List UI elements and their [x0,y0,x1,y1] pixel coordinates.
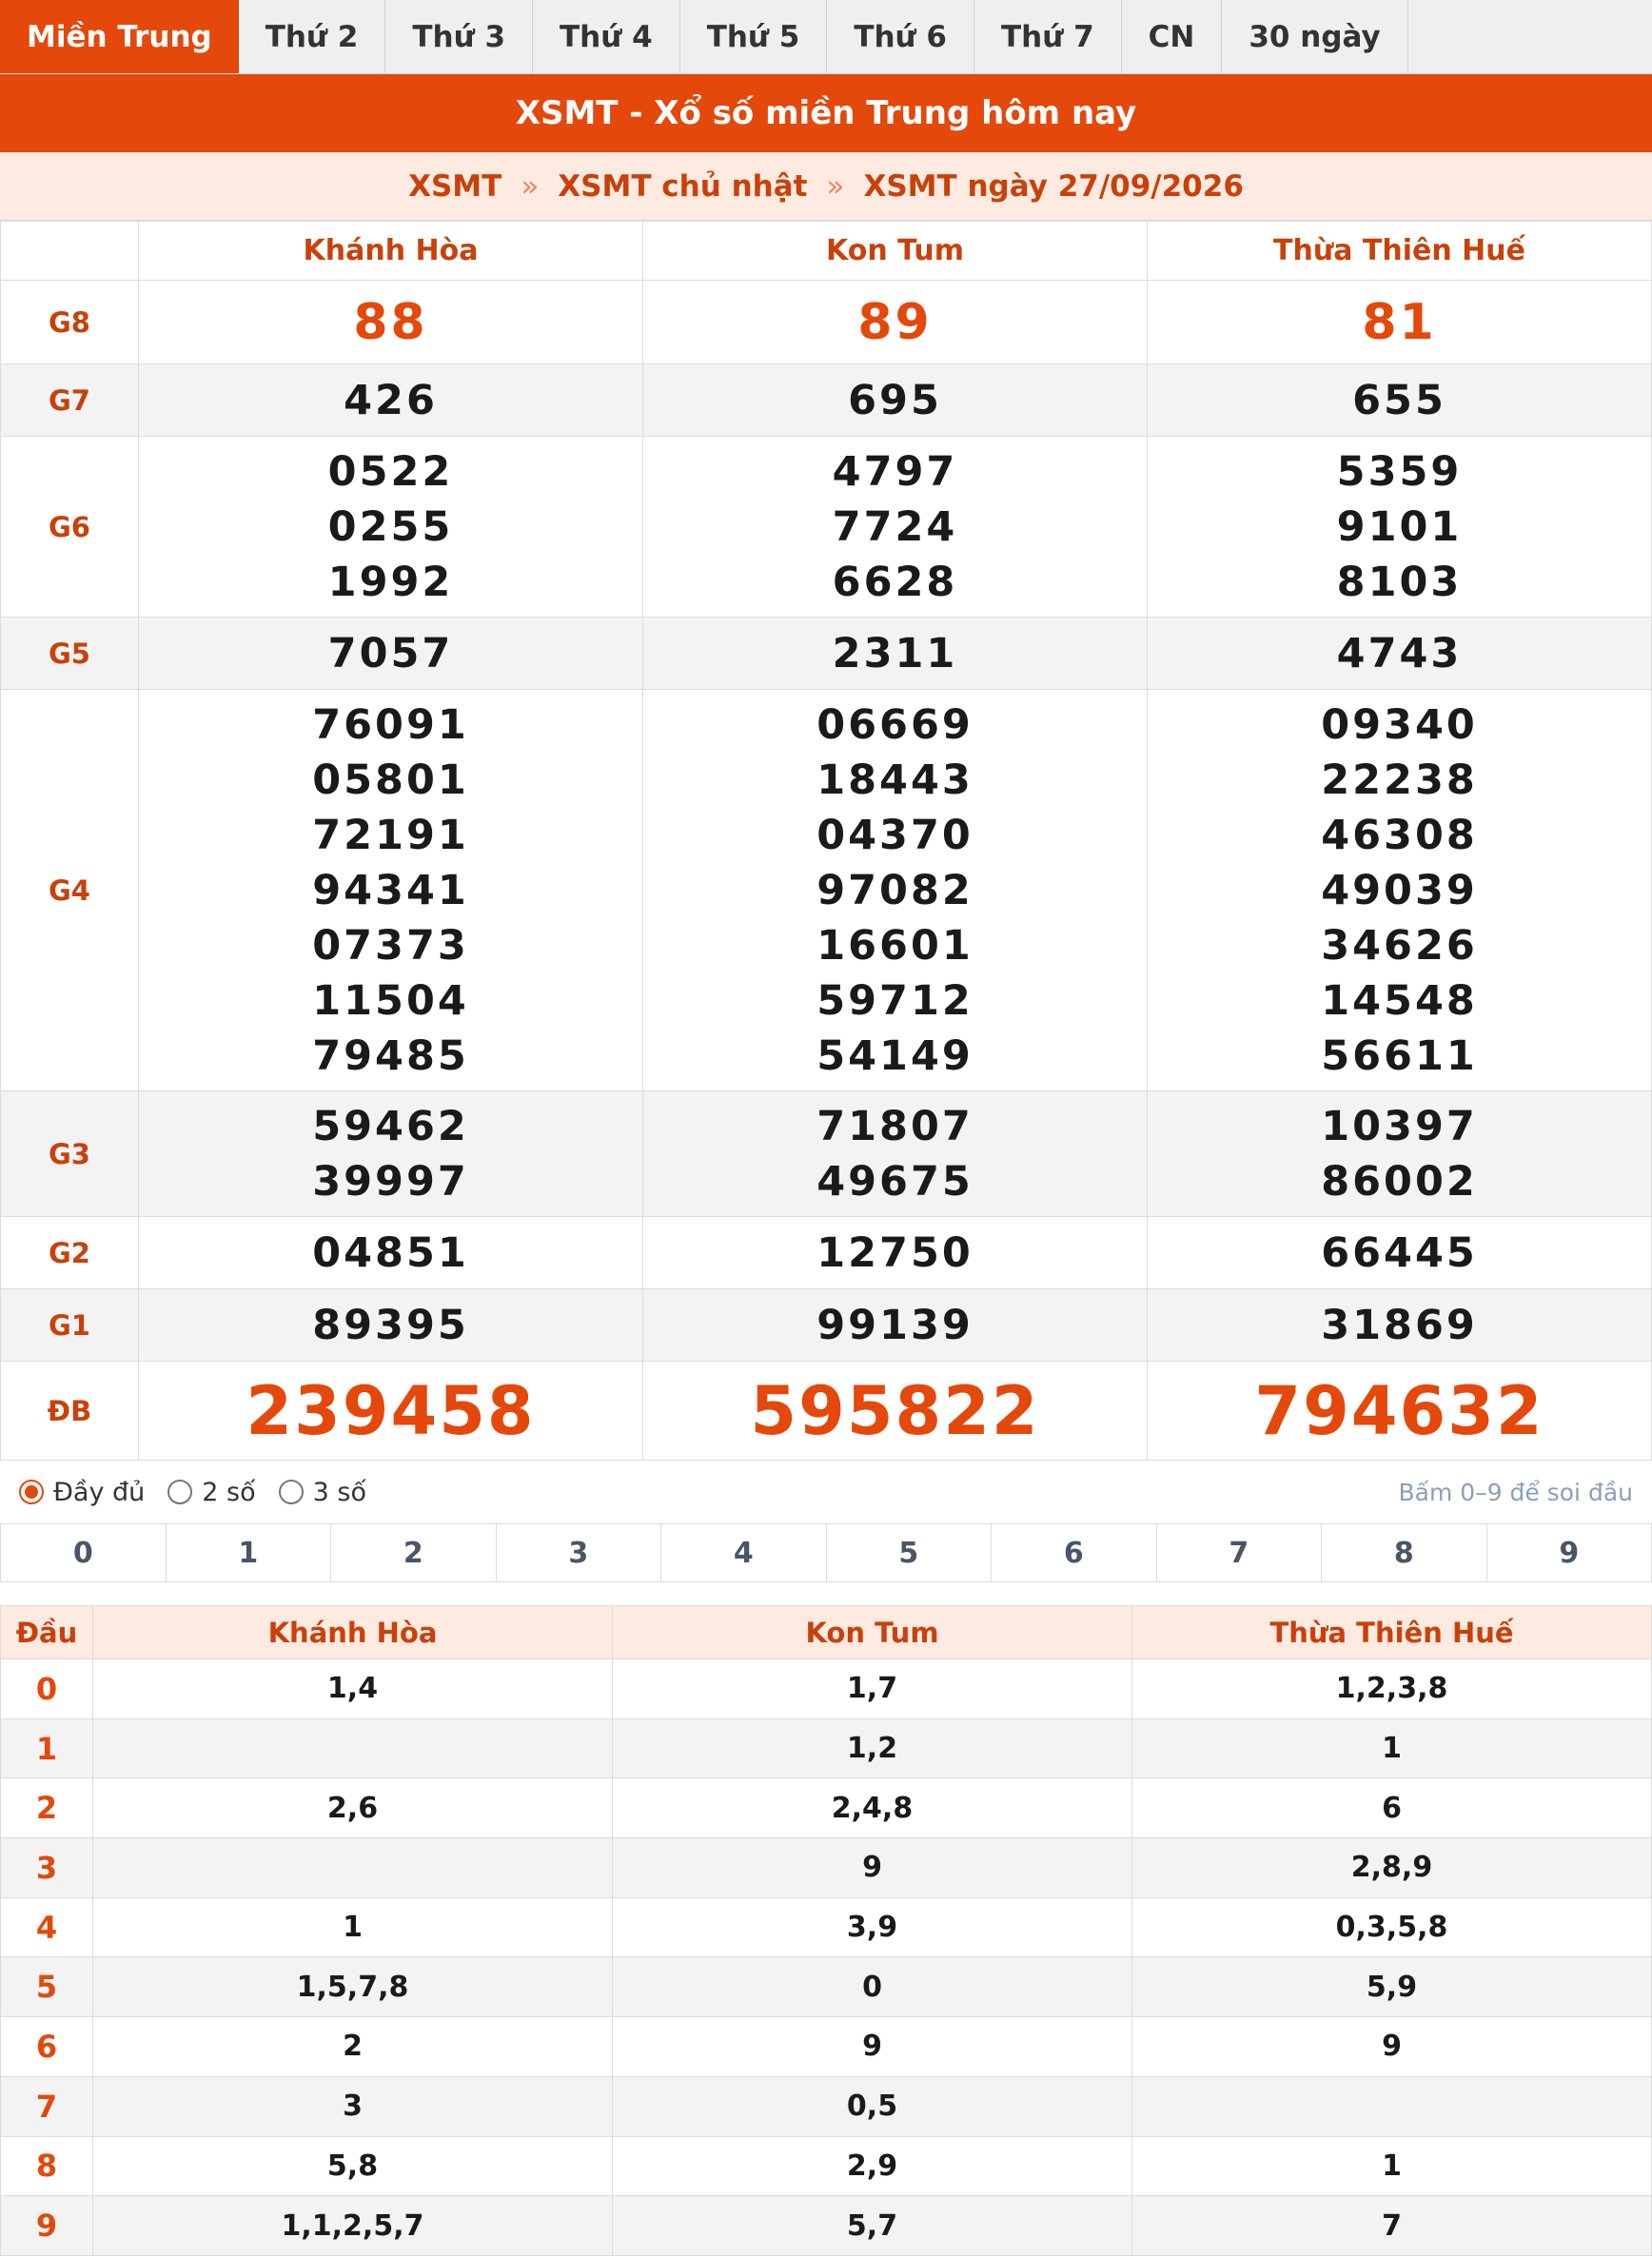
radio-circle [279,1480,304,1504]
prize-number: 12750 [816,1228,974,1277]
prize-number: 49039 [1321,866,1478,914]
prize-number: 86002 [1321,1157,1478,1206]
prize-number: 655 [1352,376,1446,424]
prize-number: 794632 [1254,1371,1544,1450]
tab-thu-5[interactable]: Thứ 5 [680,0,828,73]
digit-button-1[interactable]: 1 [167,1524,332,1581]
prize-number: 66445 [1321,1228,1478,1277]
dau-digit: 7 [1,2076,93,2136]
dau-cell: 9 [613,2017,1132,2077]
prize-number: 49675 [816,1157,974,1206]
digit-button-4[interactable]: 4 [661,1524,827,1581]
tab-cn[interactable]: CN [1122,0,1223,73]
dau-cell: 1,1,2,5,7 [93,2196,613,2256]
prize-row [1,1091,1652,1217]
dau-row [1,1718,1652,1778]
dau-cell: 2,6 [93,1778,613,1838]
prize-number: 71807 [816,1102,974,1150]
prize-number: 4797 [832,447,958,496]
prize-cell [643,437,1148,618]
prize-number: 09340 [1321,700,1478,749]
breadcrumb-link-xsmt[interactable]: XSMT [408,168,502,204]
prize-cell [1148,618,1652,690]
prize-number: 1992 [327,558,454,606]
prize-label: ĐB [1,1362,139,1461]
prize-number: 81 [1362,293,1437,351]
prize-number: 16601 [816,921,974,970]
tab-thu-3[interactable]: Thứ 3 [385,0,533,73]
radio-3-so[interactable] [279,1478,366,1507]
prize-number: 18443 [816,756,974,804]
prize-cell [139,364,643,437]
breadcrumb-link-chu-nhat[interactable]: XSMT chủ nhật [558,168,808,204]
dau-cell: 9 [613,1838,1132,1898]
prize-number: 79485 [312,1031,469,1080]
hint-text: Bấm 0–9 để soi đầu [1398,1478,1633,1506]
prize-number: 14548 [1321,976,1478,1025]
dau-cell: 7 [1132,2196,1652,2256]
prize-number: 04851 [312,1228,469,1277]
prize-number: 05801 [312,756,469,804]
digit-button-8[interactable]: 8 [1322,1524,1487,1581]
dau-cell: 1 [93,1897,613,1957]
radio-circle [167,1480,192,1504]
prize-cell [1148,281,1652,364]
prize-row [1,364,1652,437]
tab-mien-trung[interactable]: Miền Trung [0,0,239,73]
dau-digit: 3 [1,1838,93,1898]
prize-number: 76091 [312,700,469,749]
dau-cell: 9 [1132,2017,1652,2077]
prize-cell [1148,1217,1652,1289]
prize-number: 94341 [312,866,469,914]
dau-row [1,1897,1652,1957]
dau-cell: 5,7 [613,2196,1132,2256]
dau-row [1,2017,1652,2077]
breadcrumb-link-date[interactable]: XSMT ngày 27/09/2026 [863,168,1244,204]
prize-cell [139,281,643,364]
prize-number: 46308 [1321,811,1478,859]
prize-cell [139,1289,643,1362]
dau-cell: 2 [93,2017,613,2077]
results-table [0,221,1652,1461]
dau-cell: 2,9 [613,2136,1132,2196]
dau-cell [93,1718,613,1778]
prize-cell [139,437,643,618]
dau-digit: 8 [1,2136,93,2196]
prize-cell [139,1362,643,1461]
day-tabs [0,0,1652,74]
prize-number: 34626 [1321,921,1478,970]
prize-cell [139,1091,643,1217]
breadcrumb [0,152,1652,221]
tab-thu-6[interactable]: Thứ 6 [827,0,974,73]
prize-number: 59712 [816,976,974,1025]
prize-number: 8103 [1336,558,1463,606]
province-header: Thừa Thiên Huế [1148,222,1652,281]
prize-label: G3 [1,1091,139,1217]
prize-number: 72191 [312,811,469,859]
prize-cell [643,618,1148,690]
prize-number: 11504 [312,976,469,1025]
prize-number: 595822 [750,1371,1040,1450]
prize-row [1,690,1652,1091]
dau-digit: 9 [1,2196,93,2256]
prize-number: 99139 [816,1301,974,1349]
prize-row [1,618,1652,690]
prize-number: 04370 [816,811,974,859]
dau-cell: 6 [1132,1778,1652,1838]
prize-number: 2311 [832,629,958,677]
dau-cell: 2,4,8 [613,1778,1132,1838]
province-header: Kon Tum [613,1606,1132,1659]
prize-cell [139,618,643,690]
dau-digit: 6 [1,2017,93,2077]
dau-row [1,1838,1652,1898]
dau-digit: 4 [1,1897,93,1957]
breadcrumb-separator: » [521,168,540,204]
dau-cell: 1,2 [613,1718,1132,1778]
digit-button-0[interactable]: 0 [0,1524,167,1581]
dau-cell: 1 [1132,2136,1652,2196]
prize-cell [643,364,1148,437]
prize-number: 7057 [327,629,454,677]
dau-digit: 0 [1,1659,93,1719]
display-options [0,1461,1652,1523]
prize-number: 88 [353,293,428,351]
prize-label: G8 [1,281,139,364]
prize-cell [643,1289,1148,1362]
dau-cell: 3,9 [613,1897,1132,1957]
prize-row [1,437,1652,618]
page-title: XSMT - Xổ số miền Trung hôm nay [0,74,1652,152]
prize-label: G1 [1,1289,139,1362]
dau-cell: 1,5,7,8 [93,1957,613,2017]
prize-cell [1148,1362,1652,1461]
dau-cell: 5,8 [93,2136,613,2196]
dau-digit: 1 [1,1718,93,1778]
prize-cell [1148,1091,1652,1217]
prize-label: G4 [1,690,139,1091]
province-header: Kon Tum [643,222,1148,281]
tab-thu-7[interactable]: Thứ 7 [974,0,1122,73]
prize-number: 9101 [1336,502,1463,551]
digit-button-6[interactable]: 6 [992,1524,1157,1581]
prize-number: 89 [857,293,933,351]
dau-cell: 1 [1132,1718,1652,1778]
dau-cell: 1,2,3,8 [1132,1659,1652,1719]
digit-filter [0,1523,1652,1582]
tab-thu-2[interactable]: Thứ 2 [239,0,386,73]
prize-cell [643,1091,1148,1217]
prize-cell [643,1217,1148,1289]
radio-2-so[interactable] [167,1478,255,1507]
province-header: Thừa Thiên Huế [1132,1606,1652,1659]
dau-row [1,2076,1652,2136]
radio-full[interactable] [19,1478,145,1507]
prize-number: 6628 [832,558,958,606]
dau-cell [93,1838,613,1898]
prize-number: 22238 [1321,756,1478,804]
prize-row [1,281,1652,364]
dau-row [1,1659,1652,1719]
dau-table [0,1605,1652,2256]
breadcrumb-separator: » [826,168,845,204]
dau-header: Đầu [1,1606,93,1659]
prize-cell [139,690,643,1091]
prize-number: 10397 [1321,1102,1478,1150]
digit-button-7[interactable]: 7 [1157,1524,1323,1581]
prize-number: 239458 [246,1371,536,1450]
prize-number: 89395 [312,1301,469,1349]
prize-cell [643,281,1148,364]
dau-row [1,2196,1652,2256]
dau-row [1,2136,1652,2196]
tab-30-ngay[interactable]: 30 ngày [1222,0,1407,73]
dau-cell: 0 [613,1957,1132,2017]
dau-cell: 5,9 [1132,1957,1652,2017]
dau-cell [1132,2076,1652,2136]
province-header: Khánh Hòa [139,222,643,281]
prize-cell [139,1217,643,1289]
prize-cell [1148,437,1652,618]
prize-number: 5359 [1336,447,1463,496]
prize-number: 31869 [1321,1301,1478,1349]
prize-number: 06669 [816,700,974,749]
radio-label: Đầy đủ [53,1477,146,1507]
dau-row [1,1778,1652,1838]
prize-cell [1148,364,1652,437]
prize-number: 07373 [312,921,469,970]
prize-number: 39997 [312,1157,469,1206]
dau-cell: 1,7 [613,1659,1132,1719]
tab-thu-4[interactable]: Thứ 4 [533,0,680,73]
prize-number: 4743 [1336,629,1463,677]
dau-cell: 0,3,5,8 [1132,1897,1652,1957]
prize-number: 695 [848,376,942,424]
dau-digit: 2 [1,1778,93,1838]
prize-label: G2 [1,1217,139,1289]
prize-row [1,1217,1652,1289]
prize-row [1,1289,1652,1362]
dau-cell: 0,5 [613,2076,1132,2136]
prize-number: 97082 [816,866,974,914]
dau-cell: 3 [93,2076,613,2136]
prize-number: 426 [344,376,438,424]
dau-cell: 1,4 [93,1659,613,1719]
radio-label: 2 số [202,1477,256,1507]
prize-cell [1148,1289,1652,1362]
dau-row [1,1957,1652,2017]
prize-number: 7724 [832,502,958,551]
prize-cell [643,690,1148,1091]
prize-number: 0522 [327,447,454,496]
dau-cell: 2,8,9 [1132,1838,1652,1898]
prize-cell [643,1362,1148,1461]
radio-label: 3 số [312,1477,366,1507]
digit-button-2[interactable]: 2 [331,1524,497,1581]
radio-circle [19,1480,44,1504]
prize-cell [1148,690,1652,1091]
digit-button-3[interactable]: 3 [497,1524,662,1581]
prize-number: 56611 [1321,1031,1478,1080]
province-header: Khánh Hòa [93,1606,613,1659]
corner-cell [1,222,139,281]
prize-number: 54149 [816,1031,974,1080]
prize-label: G5 [1,618,139,690]
prize-number: 59462 [312,1102,469,1150]
prize-number: 0255 [327,502,454,551]
prize-label: G6 [1,437,139,618]
digit-button-9[interactable]: 9 [1487,1524,1652,1581]
prize-row [1,1362,1652,1461]
dau-digit: 5 [1,1957,93,2017]
prize-label: G7 [1,364,139,437]
digit-button-5[interactable]: 5 [827,1524,993,1581]
